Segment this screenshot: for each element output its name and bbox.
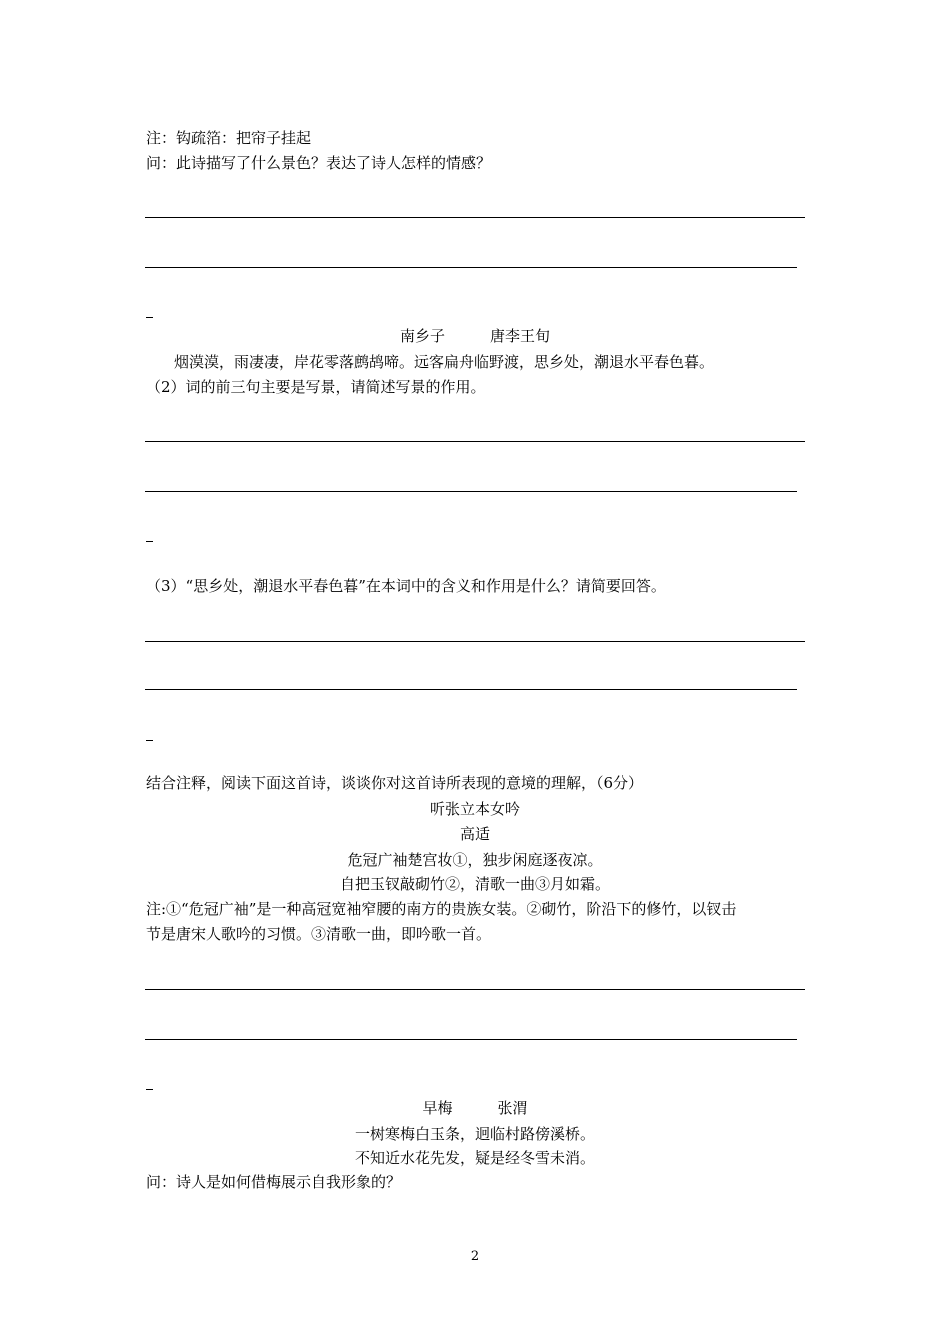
- question-text: 问：诗人是如何借梅展示自我形象的？: [146, 1173, 402, 1191]
- answer-line-end: [146, 1089, 153, 1090]
- poem-body: 烟漠漠，雨凄凄，岸花零落鹧鸪啼。远客扁舟临野渡，思乡处，潮退水平春色暮。: [174, 353, 715, 371]
- note-text: 节是唐宋人歌吟的习惯。③清歌一曲，即吟歌一首。: [146, 925, 492, 943]
- poem-line: 自把玉钗敲砌竹②，清歌一曲③月如霜。: [339, 875, 610, 893]
- question-text: （2）词的前三句主要是写景，请简述写景的作用。: [146, 378, 486, 396]
- poem-title: 听张立本女吟: [429, 800, 520, 818]
- instruction-text: 结合注释，阅读下面这首诗，谈谈你对这首诗所表现的意境的理解，（6分）: [146, 774, 644, 792]
- question-text: 问：此诗描写了什么景色？表达了诗人怎样的情感？: [146, 154, 492, 172]
- answer-line: [145, 267, 797, 268]
- note-text: 注：钩疏箔：把帘子挂起: [146, 129, 312, 147]
- answer-line-end: [146, 541, 153, 542]
- answer-line: [145, 217, 805, 218]
- answer-line-end: [146, 740, 153, 741]
- page-number: 2: [470, 1249, 480, 1264]
- answer-line: [145, 989, 805, 990]
- question-text: （3）“思乡处，潮退水平春色暮”在本词中的含义和作用是什么？请简要回答。: [146, 577, 666, 595]
- answer-line-end: [146, 317, 153, 318]
- answer-line: [145, 491, 797, 492]
- poem-author: 高适: [459, 825, 490, 843]
- poem-line: 一树寒梅白玉条，迥临村路傍溪桥。: [354, 1125, 595, 1143]
- answer-line: [145, 441, 805, 442]
- poem-title: 早梅 张渭: [422, 1099, 528, 1117]
- poem-line: 不知近水花先发，疑是经冬雪未消。: [354, 1149, 595, 1167]
- answer-line: [145, 689, 797, 690]
- note-text: 注:①“危冠广袖”是一种高冠宽袖窄腰的南方的贵族女装。②砌竹，阶沿下的修竹，以钗击: [146, 900, 737, 918]
- answer-line: [145, 1039, 797, 1040]
- poem-line: 危冠广袖楚宫妆①，独步闲庭逐夜凉。: [347, 851, 603, 869]
- answer-line: [145, 641, 805, 642]
- poem-title: 南乡子 唐李王旬: [399, 327, 550, 345]
